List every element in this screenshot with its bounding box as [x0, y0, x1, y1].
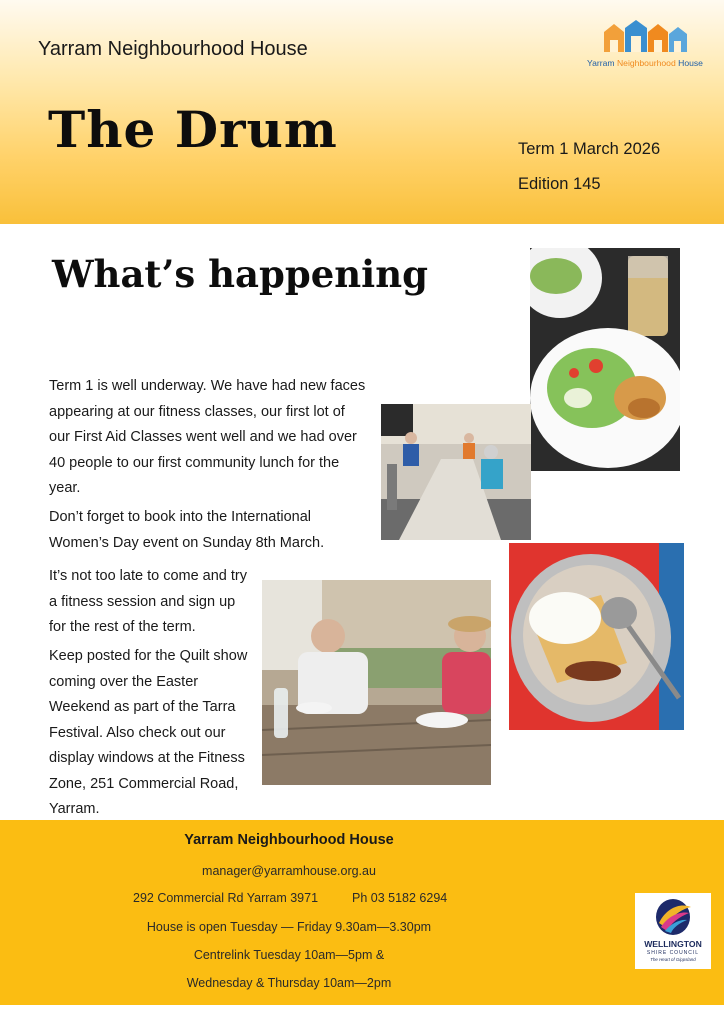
salad-photo — [530, 248, 680, 471]
footer-address: 292 Commercial Rd Yarram 3971 — [133, 891, 319, 905]
paragraph-womens-day: Don’t forget to book into the International Women’s Day event on Sunday 8th March. — [49, 509, 325, 551]
paragraph-quilt-show: Keep posted for the Quilt show coming over the Easter Weekend as part of the Tarra Festival. Also check out our display windows at the Fitness Zone, 251 Commercial Road, Yarram. — [49, 648, 248, 817]
org-name: Yarram Neighbourhood House — [38, 38, 308, 60]
section-heading: What’s happening — [52, 252, 428, 296]
newsletter-title: The Drum — [48, 100, 338, 159]
footer-org-name: Yarram Neighbourhood House — [184, 832, 394, 848]
edition-number: Edition 145 — [518, 175, 601, 193]
wellington-shire-council-logo — [635, 893, 711, 969]
council-subtitle: SHIRE COUNCIL — [646, 950, 700, 956]
footer-opening-hours: House is open Tuesday — Friday 9.30am—3.30pm — [146, 920, 432, 934]
paragraph-fitness: It’s not too late to come and try a fitness session and sign up for the rest of the term. — [49, 568, 248, 635]
footer-email[interactable]: manager@yarramhouse.org.au — [202, 864, 376, 878]
footer-phone: Ph 03 5182 6294 — [352, 891, 448, 905]
masthead — [0, 0, 724, 224]
council-tagline: The Heart of Gippsland — [650, 957, 696, 962]
neighbourhood-house-logo — [578, 18, 712, 70]
logo-text-house: House — [675, 58, 703, 68]
community-lunch-photo — [381, 404, 531, 540]
logo-text — [578, 58, 712, 68]
logo-text-neighbourhood: Neighbourhood — [616, 58, 676, 68]
paragraph-term-update: Term 1 is well underway. We have had new faces appearing at our fitness classes, our first lot of our First Aid Classes went well and we had over 40 people to our first community lunch for the year. — [49, 378, 366, 496]
outdoor-lunch-photo — [262, 580, 491, 785]
footer-centrelink-hours-line2: Wednesday & Thursday 10am—2pm — [186, 976, 392, 990]
logo-text-yarram: Yarram — [587, 58, 617, 68]
bottom-margin — [0, 1005, 724, 1023]
houses-logo-icon — [578, 18, 712, 58]
contact-footer — [0, 820, 724, 1005]
term-date: Term 1 March 2026 — [518, 140, 661, 158]
footer-centrelink-hours-line1: Centrelink Tuesday 10am—5pm & — [193, 948, 385, 962]
dessert-photo — [509, 543, 684, 730]
wellington-shire-logo-icon — [635, 893, 711, 939]
council-name: WELLINGTON — [644, 939, 702, 949]
